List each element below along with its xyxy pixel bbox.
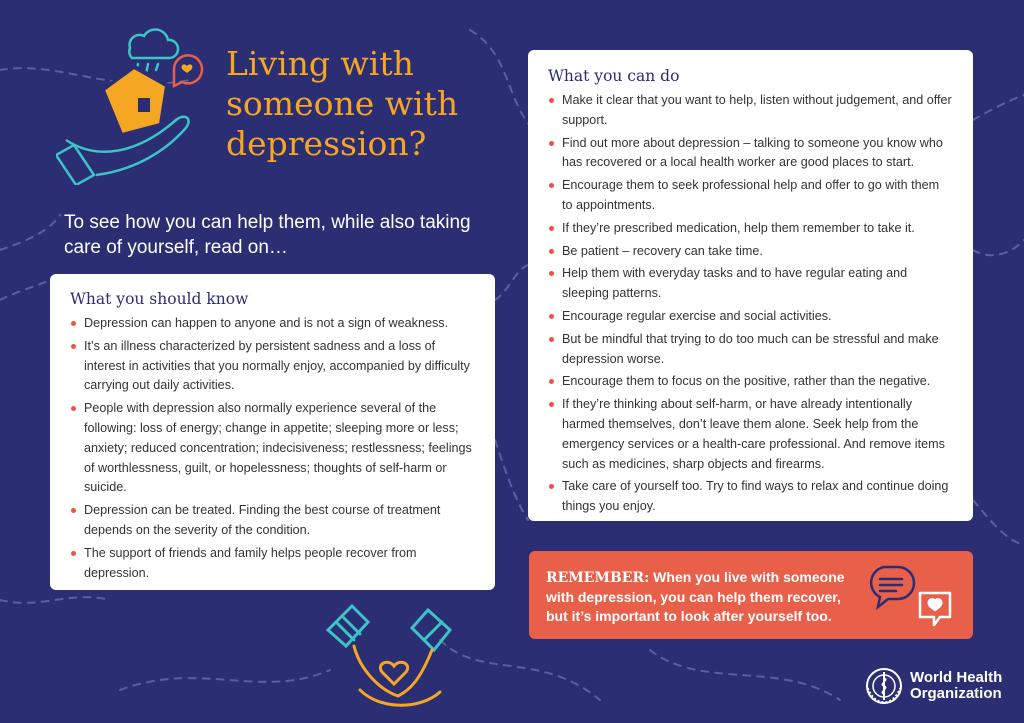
- what-you-should-know-card: [50, 274, 495, 590]
- title-line-3: depression?: [226, 124, 427, 163]
- title-line-1: Living with: [226, 44, 414, 83]
- know-list: [70, 314, 475, 583]
- list-item: The support of friends and family helps people recover from depression.: [70, 544, 475, 584]
- list-item: Find out more about depression – talking to someone you know who has recovered or a local health worker are good places to start.: [548, 134, 953, 174]
- who-wordmark: [910, 670, 1002, 702]
- title-line-2: someone with: [226, 84, 459, 123]
- heart-hands-icon: [320, 600, 480, 715]
- heart-speech-bubble-icon: [174, 55, 202, 86]
- list-item: Depression can happen to anyone and is not a sign of weakness.: [70, 314, 475, 334]
- what-you-can-do-card: [528, 50, 973, 521]
- un-emblem-icon: [864, 666, 904, 706]
- list-item: Encourage regular exercise and social activities.: [548, 307, 953, 327]
- list-item: Make it clear that you want to help, listen without judgement, and offer support.: [548, 91, 953, 131]
- know-heading: What you should know: [70, 290, 249, 308]
- cando-list: [548, 91, 953, 517]
- list-item: Take care of yourself too. Try to find ways to relax and continue doing things you enjoy.: [548, 477, 953, 517]
- list-item: Depression can be treated. Finding the best course of treatment depends on the severity of the condition.: [70, 501, 475, 541]
- list-item: If they’re prescribed medication, help them remember to take it.: [548, 219, 953, 239]
- list-item: Encourage them to focus on the positive, rather than the negative.: [548, 372, 953, 392]
- cando-heading: What you can do: [548, 67, 680, 85]
- who-line-1: World Health: [910, 669, 1003, 686]
- list-item: But be mindful that trying to do too much can be stressful and make depression worse.: [548, 330, 953, 370]
- list-item: Encourage them to seek professional help and offer to go with them to appointments.: [548, 176, 953, 216]
- speech-bubble-icon: [871, 567, 914, 607]
- heart-speech-bubble-icon: [920, 593, 950, 625]
- remember-box: [529, 551, 973, 639]
- remember-icons: [864, 563, 959, 635]
- list-item: It’s an illness characterized by persistent sadness and a loss of interest in activities that you normally enjoy, accompanied by difficulty carrying out daily activities.: [70, 337, 475, 396]
- list-item: People with depression also normally experience several of the following: loss of energy; change in appetite; sleeping more or less; anxiety; reduced concentration; indecisiveness; restlessness; feelings of worthlessness, guilt, or hopelessness; thoughts of self-harm or suicide.: [70, 399, 475, 498]
- list-item: Help them with everyday tasks and to have regular eating and sleeping patterns.: [548, 264, 953, 304]
- header-illustration: [56, 20, 216, 185]
- list-item: Be patient – recovery can take time.: [548, 242, 953, 262]
- remember-text: When you live with someone with depression, you can help them recover, but it’s important to look after yourself too.: [546, 569, 845, 624]
- house-in-hand-icon: [56, 66, 189, 185]
- who-line-2: Organization: [910, 685, 1002, 702]
- who-logo: [864, 666, 1014, 706]
- remember-label: REMEMBER:: [546, 570, 650, 586]
- page-title: [226, 44, 526, 164]
- intro-text: To see how you can help them, while also taking care of yourself, read on…: [64, 212, 471, 258]
- list-item: If they’re thinking about self-harm, or have already intentionally harmed themselves, don’t leave them alone. Seek help from the emergency services or a health-care professional. And remove items such as medicines, sharp objects and firearms.: [548, 395, 953, 474]
